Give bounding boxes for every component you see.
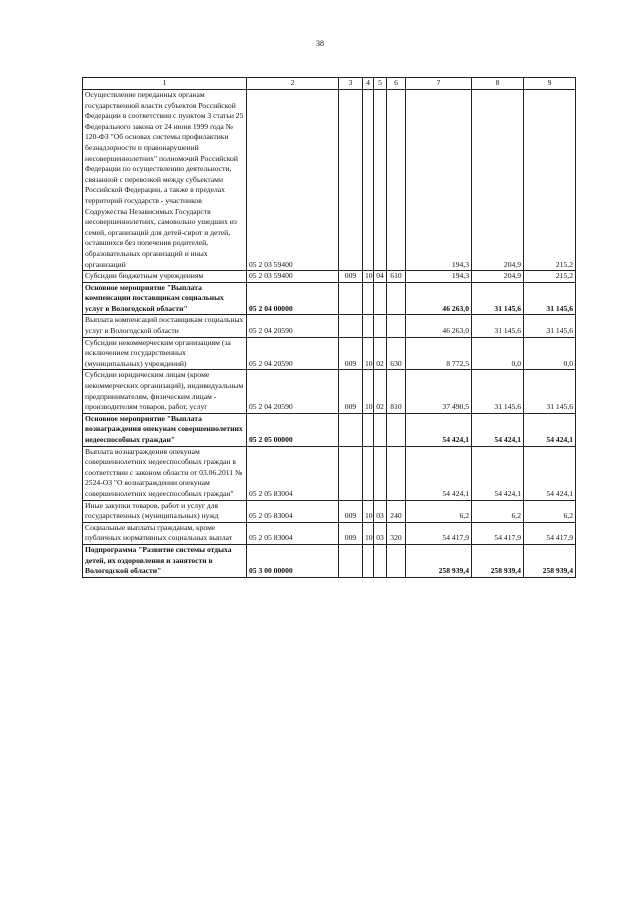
row-code-cell: 05 2 04 20590 [247, 337, 339, 370]
row-department-cell [339, 90, 363, 271]
row-section-cell [363, 544, 374, 577]
table-row [83, 370, 576, 413]
row-subsection-cell: 02 [374, 370, 387, 413]
row-name-cell: Выплата вознаграждения опекунам совершеннолетних недееспособных граждан в соответствии с законом области от 03.06.2011 № 2524-ОЗ "О вознаграждении опекунам совершеннолетних недееспособных граждан" [83, 446, 247, 500]
row-amount-col7-cell: 194,3 [406, 90, 472, 271]
column-header: 3 [339, 78, 363, 90]
column-header: 4 [363, 78, 374, 90]
row-subsection-cell [374, 282, 387, 315]
column-header: 7 [406, 78, 472, 90]
column-header: 5 [374, 78, 387, 90]
row-amount-col7-cell: 37 490,5 [406, 370, 472, 413]
row-expense-type-cell [387, 413, 406, 446]
row-amount-col7-cell: 6,2 [406, 500, 472, 522]
row-amount-col9-cell: 258 939,4 [524, 544, 576, 577]
row-amount-col7-cell: 54 424,1 [406, 446, 472, 500]
row-amount-col8-cell: 54 424,1 [472, 446, 524, 500]
row-amount-col8-cell: 31 145,6 [472, 315, 524, 337]
row-subsection-cell [374, 446, 387, 500]
row-subsection-cell [374, 413, 387, 446]
column-header: 2 [247, 78, 339, 90]
row-expense-type-cell [387, 446, 406, 500]
row-code-cell: 05 2 05 83004 [247, 522, 339, 544]
column-header: 8 [472, 78, 524, 90]
row-amount-col8-cell: 204,9 [472, 90, 524, 271]
table-row [83, 90, 576, 271]
row-amount-col9-cell: 31 145,6 [524, 282, 576, 315]
row-code-cell: 05 2 04 20590 [247, 370, 339, 413]
row-subsection-cell: 02 [374, 337, 387, 370]
row-amount-col7-cell: 194,3 [406, 271, 472, 283]
row-expense-type-cell [387, 90, 406, 271]
row-amount-col9-cell: 54 424,1 [524, 413, 576, 446]
row-section-cell [363, 282, 374, 315]
table-row [83, 271, 576, 283]
row-name-cell: Субсидии некоммерческим организациям (за исключением государственных (муниципальных) учреждений) [83, 337, 247, 370]
row-expense-type-cell: 320 [387, 522, 406, 544]
row-section-cell: 10 [363, 500, 374, 522]
row-name-cell: Выплата компенсаций поставщикам социальных услуг в Вологодской области [83, 315, 247, 337]
row-code-cell: 05 2 05 83004 [247, 500, 339, 522]
row-code-cell: 05 2 04 20590 [247, 315, 339, 337]
row-department-cell: 009 [339, 500, 363, 522]
row-code-cell: 05 3 00 00000 [247, 544, 339, 577]
table-row [83, 544, 576, 577]
row-name-cell: Субсидии бюджетным учреждениям [83, 271, 247, 283]
budget-table [82, 77, 576, 578]
row-section-cell: 10 [363, 522, 374, 544]
row-name-cell: Подпрограмма "Развитие системы отдыха детей, их оздоровления и занятости в Вологодской области" [83, 544, 247, 577]
row-expense-type-cell: 810 [387, 370, 406, 413]
row-expense-type-cell: 630 [387, 337, 406, 370]
row-section-cell [363, 413, 374, 446]
column-header: 1 [83, 78, 247, 90]
row-section-cell: 10 [363, 370, 374, 413]
row-amount-col9-cell: 31 145,6 [524, 315, 576, 337]
row-subsection-cell: 04 [374, 271, 387, 283]
row-expense-type-cell: 240 [387, 500, 406, 522]
row-amount-col8-cell: 0,0 [472, 337, 524, 370]
row-amount-col8-cell: 54 424,1 [472, 413, 524, 446]
row-amount-col9-cell: 6,2 [524, 500, 576, 522]
row-amount-col7-cell: 54 424,1 [406, 413, 472, 446]
table-row [83, 337, 576, 370]
row-department-cell: 009 [339, 337, 363, 370]
row-amount-col7-cell: 46 263,0 [406, 282, 472, 315]
row-department-cell: 009 [339, 370, 363, 413]
row-name-cell: Иные закупки товаров, работ и услуг для государственных (муниципальных) нужд [83, 500, 247, 522]
row-amount-col8-cell: 31 145,6 [472, 282, 524, 315]
table-row [83, 315, 576, 337]
row-expense-type-cell: 610 [387, 271, 406, 283]
row-subsection-cell: 03 [374, 522, 387, 544]
row-amount-col9-cell: 215,2 [524, 90, 576, 271]
row-department-cell [339, 315, 363, 337]
row-subsection-cell [374, 544, 387, 577]
row-subsection-cell [374, 90, 387, 271]
row-department-cell [339, 413, 363, 446]
row-amount-col8-cell: 204,9 [472, 271, 524, 283]
table-row [83, 413, 576, 446]
row-department-cell [339, 544, 363, 577]
row-department-cell [339, 446, 363, 500]
row-code-cell: 05 2 03 59400 [247, 271, 339, 283]
column-header: 9 [524, 78, 576, 90]
row-subsection-cell: 03 [374, 500, 387, 522]
row-amount-col8-cell: 54 417,9 [472, 522, 524, 544]
table-header-row [83, 78, 576, 90]
table-row [83, 282, 576, 315]
row-department-cell [339, 282, 363, 315]
row-name-cell: Основное мероприятие "Выплата компенсации поставщикам социальных услуг в Вологодской области" [83, 282, 247, 315]
row-amount-col7-cell: 46 263,0 [406, 315, 472, 337]
row-code-cell: 05 2 05 00000 [247, 413, 339, 446]
row-expense-type-cell [387, 315, 406, 337]
row-section-cell: 10 [363, 271, 374, 283]
row-subsection-cell [374, 315, 387, 337]
row-amount-col8-cell: 31 145,6 [472, 370, 524, 413]
table-row [83, 500, 576, 522]
row-name-cell: Осуществление переданных органам государственной власти субъектов Российской Федерации в соответствии с пунктом 3 статьи 25 Федерального закона от 24 июня 1999 года № 120-ФЗ "Об основах системы профилактики безнадзорности и правонарушений несовершеннолетних" полномочий Российской Федерации по осуществлению деятельности, связанной с перевозкой между субъектами Российской Федерации, а также в пределах территорий государств - участников Содружества Независимых Государств несовершеннолетних, самовольно ушедших из семей, организаций для детей-сирот и детей, оставшихся без попечения родителей, образовательных организаций и иных организаций [83, 90, 247, 271]
row-section-cell [363, 315, 374, 337]
row-code-cell: 05 2 05 83004 [247, 446, 339, 500]
row-section-cell [363, 90, 374, 271]
row-name-cell: Субсидии юридическим лицам (кроме некоммерческих организаций), индивидуальным предпринимателям, физическим лицам - производителям товаров, работ, услуг [83, 370, 247, 413]
row-amount-col7-cell: 8 772,5 [406, 337, 472, 370]
row-amount-col8-cell: 258 939,4 [472, 544, 524, 577]
table-row [83, 522, 576, 544]
row-amount-col9-cell: 54 417,9 [524, 522, 576, 544]
row-amount-col9-cell: 0,0 [524, 337, 576, 370]
page-number: 38 [316, 39, 324, 48]
row-department-cell: 009 [339, 271, 363, 283]
row-name-cell: Социальные выплаты гражданам, кроме публичных нормативных социальных выплат [83, 522, 247, 544]
row-name-cell: Основное мероприятие "Выплата вознаграждения опекунам совершеннолетних недееспособных граждан" [83, 413, 247, 446]
row-expense-type-cell [387, 544, 406, 577]
column-header: 6 [387, 78, 406, 90]
row-amount-col7-cell: 258 939,4 [406, 544, 472, 577]
row-section-cell: 10 [363, 337, 374, 370]
row-code-cell: 05 2 04 00000 [247, 282, 339, 315]
row-amount-col8-cell: 6,2 [472, 500, 524, 522]
row-amount-col9-cell: 31 145,6 [524, 370, 576, 413]
row-amount-col9-cell: 54 424,1 [524, 446, 576, 500]
table-row [83, 446, 576, 500]
row-amount-col7-cell: 54 417,9 [406, 522, 472, 544]
row-amount-col9-cell: 215,2 [524, 271, 576, 283]
row-expense-type-cell [387, 282, 406, 315]
row-department-cell: 009 [339, 522, 363, 544]
row-code-cell: 05 2 03 59400 [247, 90, 339, 271]
row-section-cell [363, 446, 374, 500]
